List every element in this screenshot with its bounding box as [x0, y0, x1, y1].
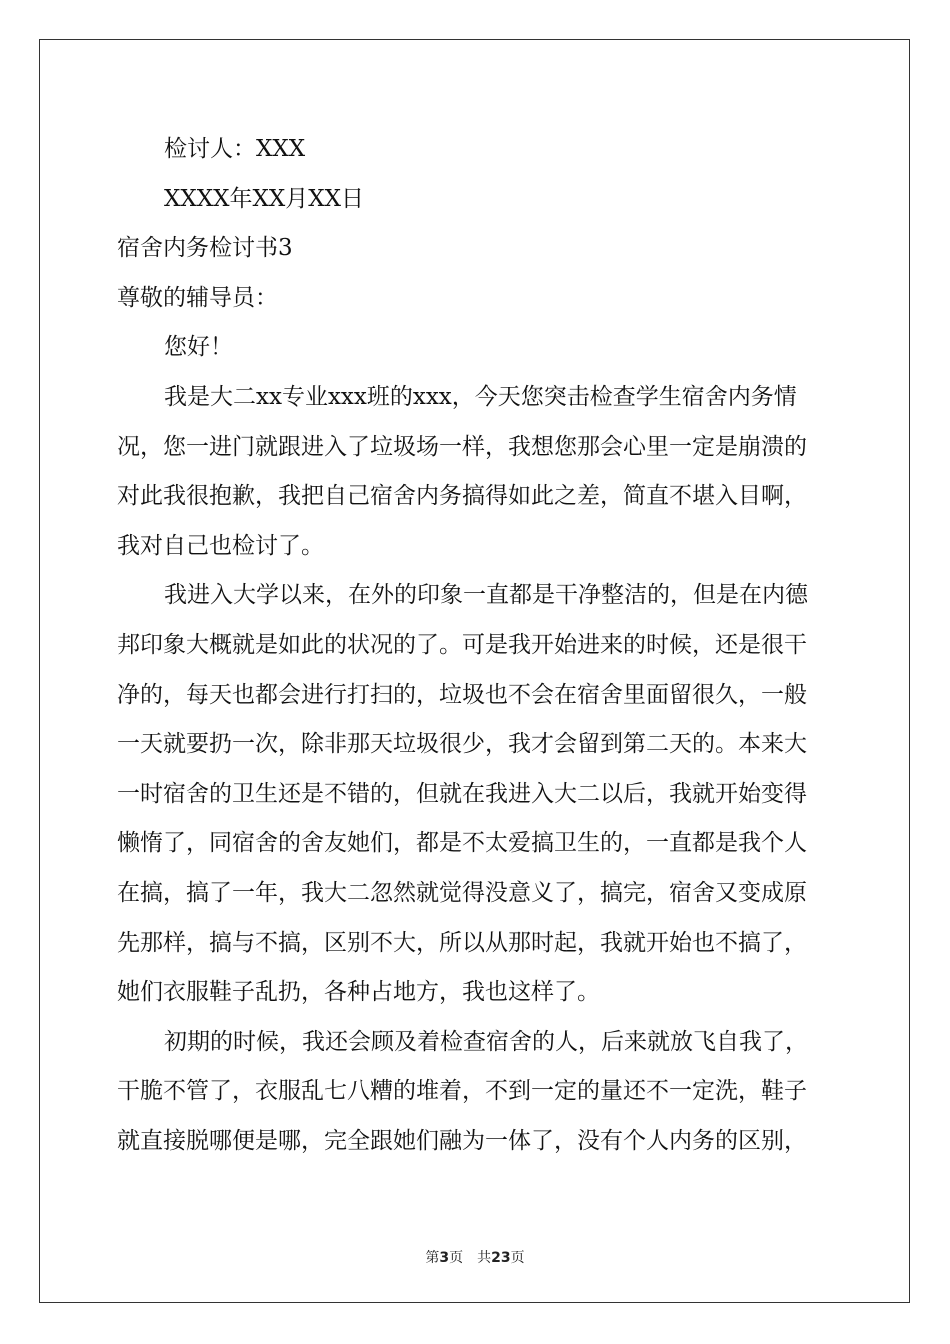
- body-line: 先那样，搞与不搞，区别不大，所以从那时起，我就开始也不搞了，: [117, 929, 807, 956]
- body-line: 对此我很抱歉，我把自己宿舍内务搞得如此之差，简直不堪入目啊，: [117, 483, 807, 510]
- body-line: 净的，每天也都会进行打扫的，垃圾也不会在宿舍里面留很久，一般: [117, 681, 807, 708]
- total-suffix: 页: [510, 1250, 525, 1266]
- page-footer: [0, 1247, 950, 1267]
- body-line: 初期的时候，我还会顾及着检查宿舍的人，后来就放飞自我了，: [164, 1028, 808, 1055]
- document-body: [117, 125, 837, 1166]
- document-title: 宿舍内务检讨书3: [117, 235, 293, 262]
- body-line: 在搞，搞了一年，我大二忽然就觉得没意义了，搞完，宿舍又变成原: [117, 879, 807, 906]
- body-line: 一时宿舍的卫生还是不错的，但就在我进入大二以后，我就开始变得: [117, 780, 807, 807]
- page-prefix: 第: [425, 1250, 440, 1266]
- body-line: 干脆不管了，衣服乱七八糟的堆着，不到一定的量还不一定洗，鞋子: [117, 1078, 807, 1105]
- total-pages: 23: [491, 1250, 511, 1266]
- body-line: 我是大二xx专业xxx班的xxx，今天您突击检查学生宿舍内务情: [164, 383, 797, 410]
- total-prefix: 共: [477, 1250, 492, 1266]
- body-line: 就直接脱哪便是哪，完全跟她们融为一体了，没有个人内务的区别，: [117, 1127, 807, 1154]
- body-line: 邦印象大概就是如此的状况的了。可是我开始进来的时候，还是很干: [117, 631, 807, 658]
- body-line: 她们衣服鞋子乱扔，各种占地方，我也这样了。: [117, 979, 600, 1006]
- body-line: 我进入大学以来，在外的印象一直都是干净整洁的，但是在内德: [164, 582, 808, 609]
- body-line: 一天就要扔一次，除非那天垃圾很少，我才会留到第二天的。本来大: [117, 731, 807, 758]
- signature-line: 检讨人：XXX: [164, 136, 306, 162]
- salutation: 尊敬的辅导员：: [117, 284, 278, 311]
- body-line: 况，您一进门就跟进入了垃圾场一样，我想您那会心里一定是崩溃的: [117, 433, 807, 460]
- date-line: XXXX年XX月XX日: [164, 185, 364, 212]
- page-number: 3: [439, 1250, 450, 1266]
- greeting: 您好！: [164, 334, 233, 361]
- page-suffix: 页: [449, 1250, 464, 1266]
- body-line: 我对自己也检讨了。: [117, 532, 324, 559]
- body-line: 懒惰了，同宿舍的舍友她们，都是不太爱搞卫生的，一直都是我个人: [117, 830, 807, 857]
